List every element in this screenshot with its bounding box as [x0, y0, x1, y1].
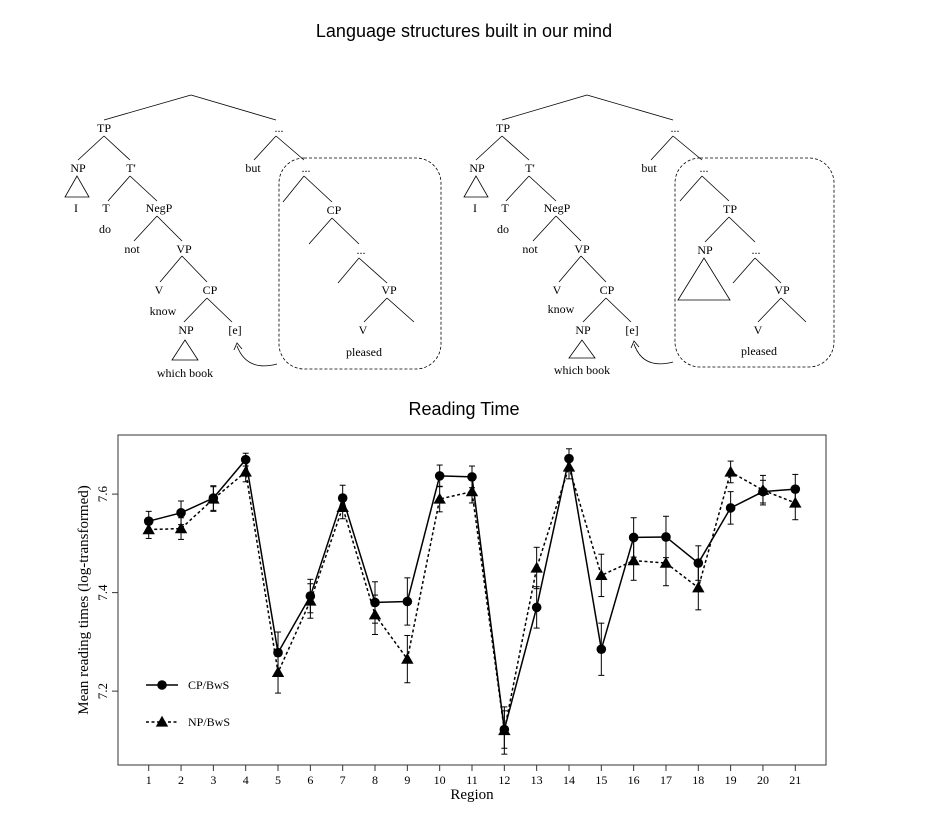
- y-tick-label: 7.4: [95, 584, 110, 601]
- x-tick-label: 8: [372, 773, 379, 787]
- tree-right-tbar: T': [525, 161, 535, 175]
- data-point-cp-bws: [661, 532, 671, 542]
- tree-left-dots1: ...: [301, 161, 311, 175]
- tree-left-pleased: pleased: [346, 345, 382, 359]
- legend-label-cp-bws: CP/BwS: [188, 678, 230, 692]
- tree-left-i: I: [74, 201, 78, 215]
- tree-right-gap: [e]: [625, 323, 639, 337]
- tree-right-know: know: [547, 302, 575, 316]
- x-tick-label: 5: [275, 773, 282, 787]
- data-point-np-bws: [336, 501, 348, 512]
- tree-left-do: do: [99, 222, 111, 236]
- data-point-np-bws: [143, 523, 155, 534]
- tree-right-i: I: [473, 201, 477, 215]
- data-point-np-bws: [724, 466, 736, 477]
- data-point-np-bws: [466, 485, 478, 496]
- tree-left-vp: VP: [176, 242, 192, 256]
- data-point-cp-bws: [370, 598, 380, 608]
- data-point-cp-bws: [273, 648, 283, 658]
- x-tick-label: 21: [789, 773, 802, 787]
- y-axis-label: Mean reading times (log-transformed): [76, 485, 92, 715]
- tree-right-np2: NP: [575, 323, 591, 337]
- tree-right-t: T: [501, 201, 509, 215]
- tree-left-v: V: [154, 283, 164, 297]
- data-point-np-bws: [789, 497, 801, 508]
- x-tick-label: 18: [692, 773, 705, 787]
- tree-right-np3: NP: [697, 243, 713, 257]
- tree-left-tp: TP: [96, 121, 112, 135]
- tree-left-but: but: [245, 161, 261, 175]
- tree-right-vp: VP: [574, 242, 590, 256]
- tree-left-gap: [e]: [228, 323, 242, 337]
- tree-left-cp2: CP: [326, 203, 342, 217]
- tree-right-np: NP: [469, 161, 485, 175]
- legend: [146, 678, 230, 729]
- data-point-np-bws: [239, 466, 251, 477]
- data-point-cp-bws: [694, 558, 704, 568]
- data-point-np-bws: [563, 461, 575, 472]
- x-tick-label: 4: [242, 773, 249, 787]
- data-point-cp-bws: [532, 603, 542, 613]
- x-tick-label: 11: [466, 773, 478, 787]
- x-tick-label: 9: [404, 773, 411, 787]
- tree-left-vp2: VP: [381, 283, 397, 297]
- tree-left-np: NP: [70, 161, 86, 175]
- legend-marker-np-bws: [156, 716, 168, 727]
- x-tick-label: 17: [659, 773, 672, 787]
- x-tick-label: 19: [724, 773, 737, 787]
- tree-left-t: T: [102, 201, 110, 215]
- tree-right-but: but: [641, 161, 657, 175]
- chart-title: Reading Time: [408, 399, 520, 419]
- tree-left-dots2: ...: [356, 243, 366, 257]
- x-tick-label: 13: [530, 773, 543, 787]
- tree-left-v2: V: [358, 323, 368, 337]
- x-tick-label: 15: [595, 773, 608, 787]
- tree-left-not: not: [124, 242, 140, 256]
- tree-left-top-dots: ...: [274, 121, 284, 135]
- x-tick-label: 20: [756, 773, 769, 787]
- tree-left-know: know: [149, 304, 177, 318]
- x-tick-label: 10: [433, 773, 446, 787]
- tree-right-do: do: [497, 222, 509, 236]
- tree-right-dots2: ...: [751, 243, 761, 257]
- tree-right-v2: V: [753, 323, 763, 337]
- x-tick-label: 16: [627, 773, 640, 787]
- x-tick-label: 6: [307, 773, 314, 787]
- data-point-np-bws: [401, 653, 413, 664]
- tree-right-not: not: [522, 242, 538, 256]
- data-point-cp-bws: [435, 471, 445, 481]
- x-tick-label: 7: [339, 773, 346, 787]
- tree-right-which-book: which book: [553, 363, 611, 377]
- x-tick-label: 14: [562, 773, 575, 787]
- data-point-cp-bws: [403, 597, 413, 607]
- tree-left-tbar: T': [126, 161, 136, 175]
- data-point-cp-bws: [467, 472, 477, 482]
- data-point-cp-bws: [176, 508, 186, 518]
- x-axis-label: Region: [450, 787, 494, 803]
- data-point-np-bws: [595, 569, 607, 580]
- data-point-cp-bws: [597, 644, 607, 654]
- data-point-cp-bws: [241, 455, 251, 465]
- tree-right-v: V: [552, 283, 562, 297]
- data-point-np-bws: [530, 562, 542, 573]
- tree-right-negp: NegP: [543, 201, 571, 215]
- data-point-np-bws: [627, 554, 639, 565]
- tree-right-cp: CP: [599, 283, 615, 297]
- y-tick-label: 7.6: [95, 485, 110, 503]
- data-point-np-bws: [272, 666, 284, 677]
- x-tick-label: 3: [210, 773, 217, 787]
- data-point-cp-bws: [629, 533, 639, 543]
- tree-right-tp2: TP: [722, 202, 738, 216]
- y-tick-label: 7.2: [95, 682, 110, 700]
- data-point-cp-bws: [790, 484, 800, 494]
- data-point-np-bws: [692, 581, 704, 592]
- tree-left-negp: NegP: [145, 201, 173, 215]
- tree-right-vp2: VP: [774, 283, 790, 297]
- tree-left-which-book: which book: [156, 366, 214, 380]
- page-title: Language structures built in our mind: [315, 21, 613, 41]
- tree-right-dots1: ...: [699, 161, 709, 175]
- tree-left-cp: CP: [202, 283, 218, 297]
- tree-right-top-dots: ...: [670, 121, 680, 135]
- tree-right-tp: TP: [495, 121, 511, 135]
- legend-marker-cp-bws: [157, 680, 167, 690]
- legend-label-np-bws: NP/BwS: [188, 715, 231, 729]
- tree-left-np2: NP: [178, 323, 194, 337]
- data-point-np-bws: [369, 609, 381, 620]
- x-tick-label: 1: [145, 773, 152, 787]
- x-tick-label: 12: [498, 773, 511, 787]
- data-point-cp-bws: [726, 503, 736, 513]
- tree-right-pleased: pleased: [741, 344, 777, 358]
- x-tick-label: 2: [178, 773, 185, 787]
- data-point-np-bws: [757, 484, 769, 495]
